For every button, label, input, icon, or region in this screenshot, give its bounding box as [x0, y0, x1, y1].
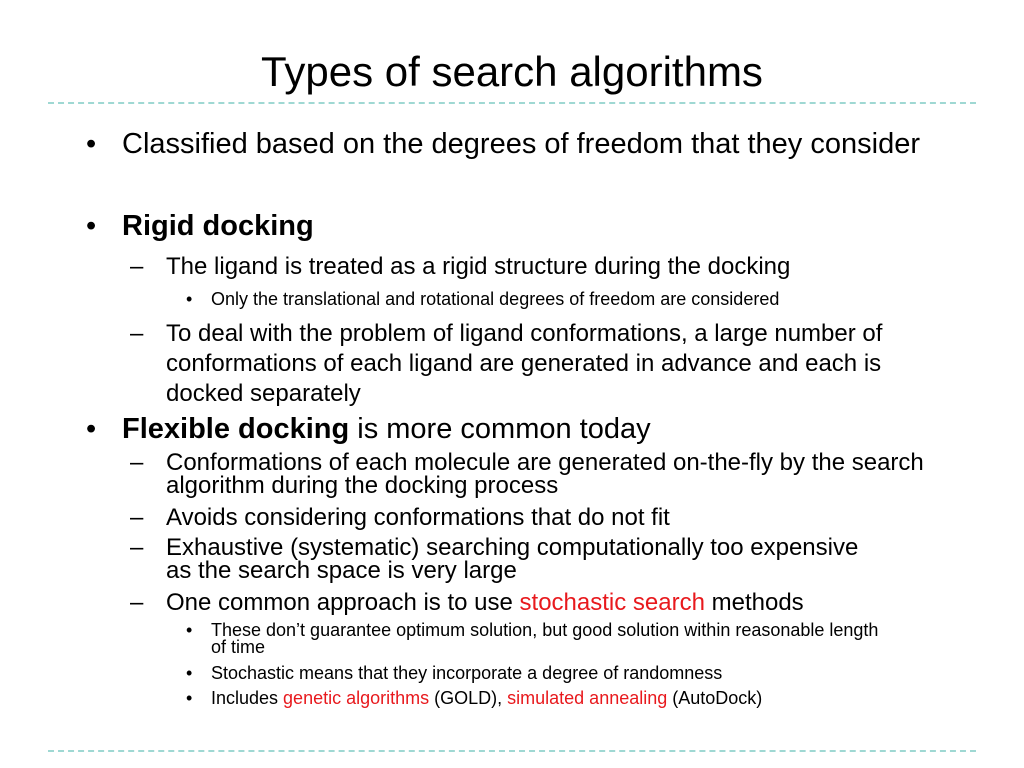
bullet-text-rest: methods	[704, 589, 804, 616]
bullet-bold-term: Flexible docking	[122, 413, 350, 445]
bullet-marker: •	[186, 289, 193, 309]
highlight-term: simulated annealing	[507, 688, 668, 708]
bullet-marker: •	[186, 663, 193, 683]
bullet-text: These don’t guarantee optimum solution, but good solution within reasonable length of time	[211, 620, 879, 657]
bullet-marker: –	[130, 253, 144, 280]
bullet-text: To deal with the problem of ligand conformations, a large number of conformations of each ligand are generated in advance and each is docked separately	[166, 320, 883, 407]
bullet-text	[211, 690, 971, 707]
bullet-marker: •	[86, 210, 97, 242]
bullet-marker: •	[186, 688, 193, 708]
bullet-text: Stochastic means that they incorporate a degree of randomness	[211, 663, 723, 683]
bullet-marker: –	[130, 504, 144, 531]
bullet-text: Classified based on the degrees of freedom that they consider	[122, 128, 920, 160]
bottom-divider	[48, 750, 976, 752]
bullet-text-lead: One common approach is to use	[166, 589, 520, 616]
bullet-text: Exhaustive (systematic) searching computationally too expensive as the search space is very large	[166, 534, 859, 584]
bullet-text	[166, 591, 946, 614]
bullet-marker: •	[86, 128, 97, 160]
highlight-term: genetic algorithms	[283, 688, 430, 708]
bullet-marker: –	[130, 589, 144, 616]
slide-title: Types of search algorithms	[261, 48, 763, 95]
bullet-text: Rigid docking	[122, 210, 314, 242]
bullet-marker: –	[130, 534, 144, 561]
bullet-marker: –	[130, 320, 144, 347]
bullet-text-mid: (GOLD),	[429, 688, 508, 708]
bullet-text-rest: is more common today	[349, 413, 651, 445]
bullet-text-lead: Includes	[211, 688, 284, 708]
bullet-text: The ligand is treated as a rigid structure during the docking	[166, 253, 791, 280]
bullet-marker: •	[186, 620, 193, 640]
bullet-text	[122, 411, 942, 447]
bullet-marker: •	[86, 413, 97, 445]
top-divider	[48, 102, 976, 104]
highlight-term: stochastic search	[519, 589, 705, 616]
bullet-text-rest: (AutoDock)	[667, 688, 763, 708]
bullet-text: Avoids considering conformations that do not fit	[166, 504, 670, 531]
bullet-marker: –	[130, 449, 144, 476]
bullet-text: Conformations of each molecule are generated on-the-fly by the search algorithm during the docking process	[166, 449, 924, 499]
bullet-text: Only the translational and rotational degrees of freedom are considered	[211, 289, 780, 309]
